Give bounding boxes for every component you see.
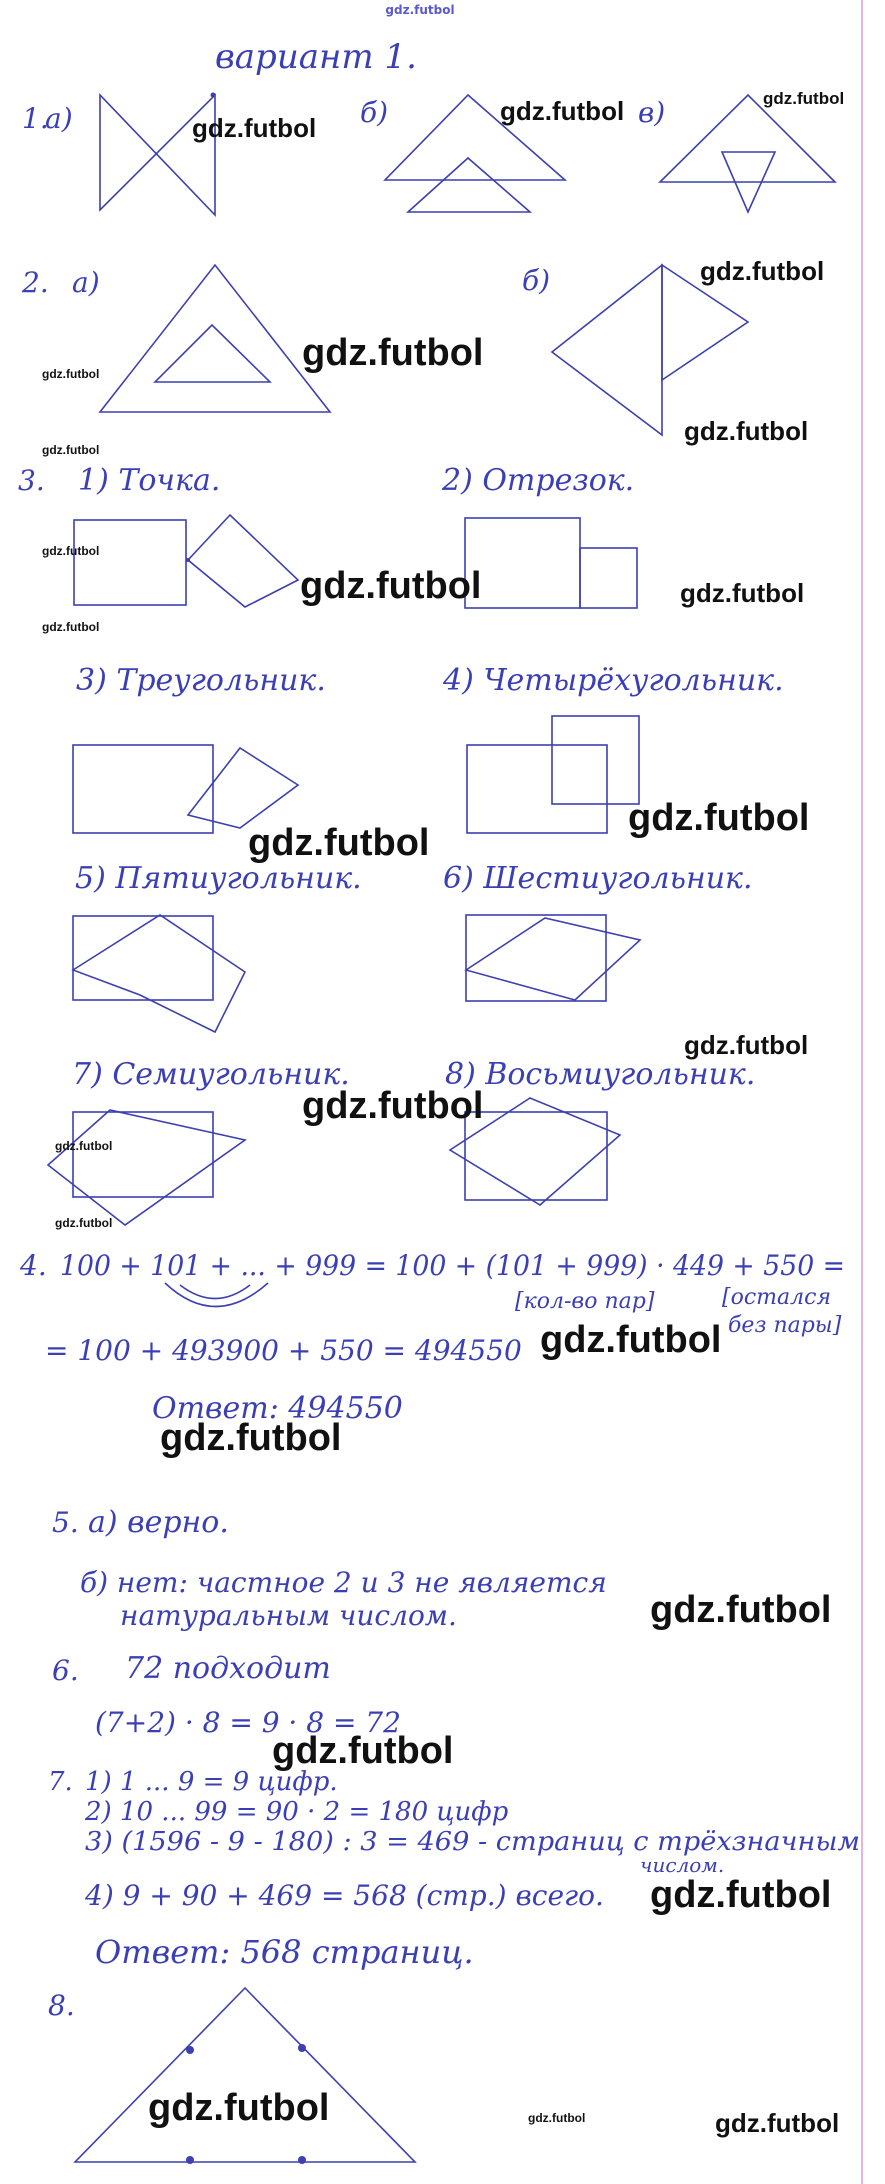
- header-site: gdz.futbol: [385, 3, 455, 17]
- watermark: gdz.futbol: [192, 113, 317, 143]
- task7-line1: 1) 1 ... 9 = 9 цифр.: [85, 1767, 338, 1797]
- watermark: gdz.futbol: [650, 1874, 832, 1916]
- watermark: gdz.futbol: [42, 443, 100, 457]
- watermark: gdz.futbol: [42, 620, 100, 634]
- task1-number: 1.: [22, 102, 49, 135]
- task1-b-label: б): [360, 96, 389, 129]
- task3-item-4: 4) Четырёхугольник.: [443, 663, 784, 698]
- task6-number: 6.: [52, 1654, 79, 1687]
- task3-item-1: 1) Точка.: [78, 463, 221, 498]
- task4-note-left-2: без пары]: [728, 1313, 842, 1338]
- watermark: gdz.futbol: [272, 1730, 454, 1772]
- watermark: gdz.futbol: [540, 1319, 722, 1361]
- watermark-small-bottom: gdz.futbol: [528, 2111, 586, 2125]
- watermark: gdz.futbol: [248, 822, 430, 864]
- task3-figure-6: [466, 915, 640, 1001]
- task5-number: 5.: [52, 1506, 79, 1539]
- task1-a-label: а): [45, 102, 73, 135]
- watermark: gdz.futbol: [650, 1589, 832, 1631]
- task3-item-3: 3) Треугольник.: [76, 663, 326, 698]
- task7-line3: 3) (1596 - 9 - 180) : 3 = 469 - страниц с трёхзначным: [85, 1827, 860, 1857]
- watermark: gdz.futbol: [42, 544, 100, 558]
- watermark: gdz.futbol: [302, 1085, 484, 1127]
- task3-figure-2: [465, 518, 637, 608]
- task7-number: 7.: [48, 1767, 73, 1797]
- watermark: gdz.futbol: [148, 2087, 330, 2129]
- watermark: gdz.futbol: [500, 96, 625, 126]
- task3-number: 3.: [18, 464, 45, 497]
- task3-figure-1: [74, 515, 298, 607]
- watermark: gdz.futbol: [160, 1417, 342, 1459]
- task1-a-figure: [100, 93, 216, 216]
- task1-v-label: в): [638, 96, 666, 129]
- task8-figure: [75, 1988, 415, 2164]
- task3-item-2: 2) Отрезок.: [442, 463, 635, 498]
- task7-line3-continued: числом.: [640, 1853, 725, 1877]
- task5-a: а) верно.: [88, 1505, 229, 1540]
- task2-number: 2.: [22, 266, 49, 299]
- watermark: gdz.futbol: [700, 256, 825, 286]
- task3-item-6: 6) Шестиугольник.: [443, 861, 753, 896]
- watermark: gdz.futbol: [684, 416, 809, 446]
- task5-b-line1: б) нет: частное 2 и 3 не является: [80, 1566, 607, 1599]
- watermark-bottom-right: gdz.futbol: [715, 2108, 840, 2138]
- task3-item-5: 5) Пятиугольник.: [75, 861, 362, 896]
- task4-line2: = 100 + 493900 + 550 = 494550: [45, 1334, 522, 1367]
- task3-figure-5: [73, 915, 245, 1032]
- task3-figure-3: [73, 745, 298, 833]
- watermark: gdz.futbol: [680, 578, 805, 608]
- task2-a-label: а): [72, 266, 100, 299]
- task7-line4: 4) 9 + 90 + 469 = 568 (стр.) всего.: [85, 1879, 604, 1912]
- watermark: gdz.futbol: [55, 1216, 113, 1230]
- watermark: gdz.futbol: [55, 1139, 113, 1153]
- task3-item-8: 8) Восьмиугольник.: [445, 1057, 756, 1092]
- task4-number: 4.: [20, 1249, 47, 1282]
- watermark: gdz.futbol: [628, 797, 810, 839]
- watermark: gdz.futbol: [302, 332, 484, 374]
- task2-b-label: б): [522, 264, 551, 297]
- page-title: вариант 1.: [215, 37, 417, 77]
- task4-note-pairs: [кол-во пар]: [515, 1289, 655, 1314]
- task7-line2: 2) 10 ... 99 = 90 · 2 = 180 цифр: [85, 1797, 509, 1827]
- task6-line2: (7+2) · 8 = 9 · 8 = 72: [95, 1706, 401, 1739]
- watermark: gdz.futbol: [300, 565, 482, 607]
- task3-figure-7: [48, 1110, 245, 1225]
- task4-line1: 100 + 101 + ... + 999 = 100 + (101 + 999) · 449 + 550 =: [60, 1249, 845, 1282]
- watermark: gdz.futbol: [42, 367, 100, 381]
- watermark: gdz.futbol: [684, 1030, 809, 1060]
- task2-a-figure: [100, 265, 330, 412]
- watermark: gdz.futbol: [763, 89, 845, 108]
- task1-v-figure: [660, 95, 835, 212]
- task8-number: 8.: [48, 1989, 75, 2022]
- task5-b-line2: натуральным числом.: [120, 1599, 457, 1632]
- task4-pairing-arcs: [165, 1283, 268, 1307]
- task7-answer: Ответ: 568 страниц.: [95, 1933, 474, 1971]
- task6-line1: 72 подходит: [125, 1651, 331, 1686]
- task4-note-left-1: [остался: [722, 1285, 832, 1310]
- task4-answer: Ответ: 494550: [152, 1391, 403, 1426]
- task3-figure-4: [467, 716, 639, 833]
- task3-item-7: 7) Семиугольник.: [72, 1057, 350, 1092]
- task2-b-figure: [552, 265, 748, 435]
